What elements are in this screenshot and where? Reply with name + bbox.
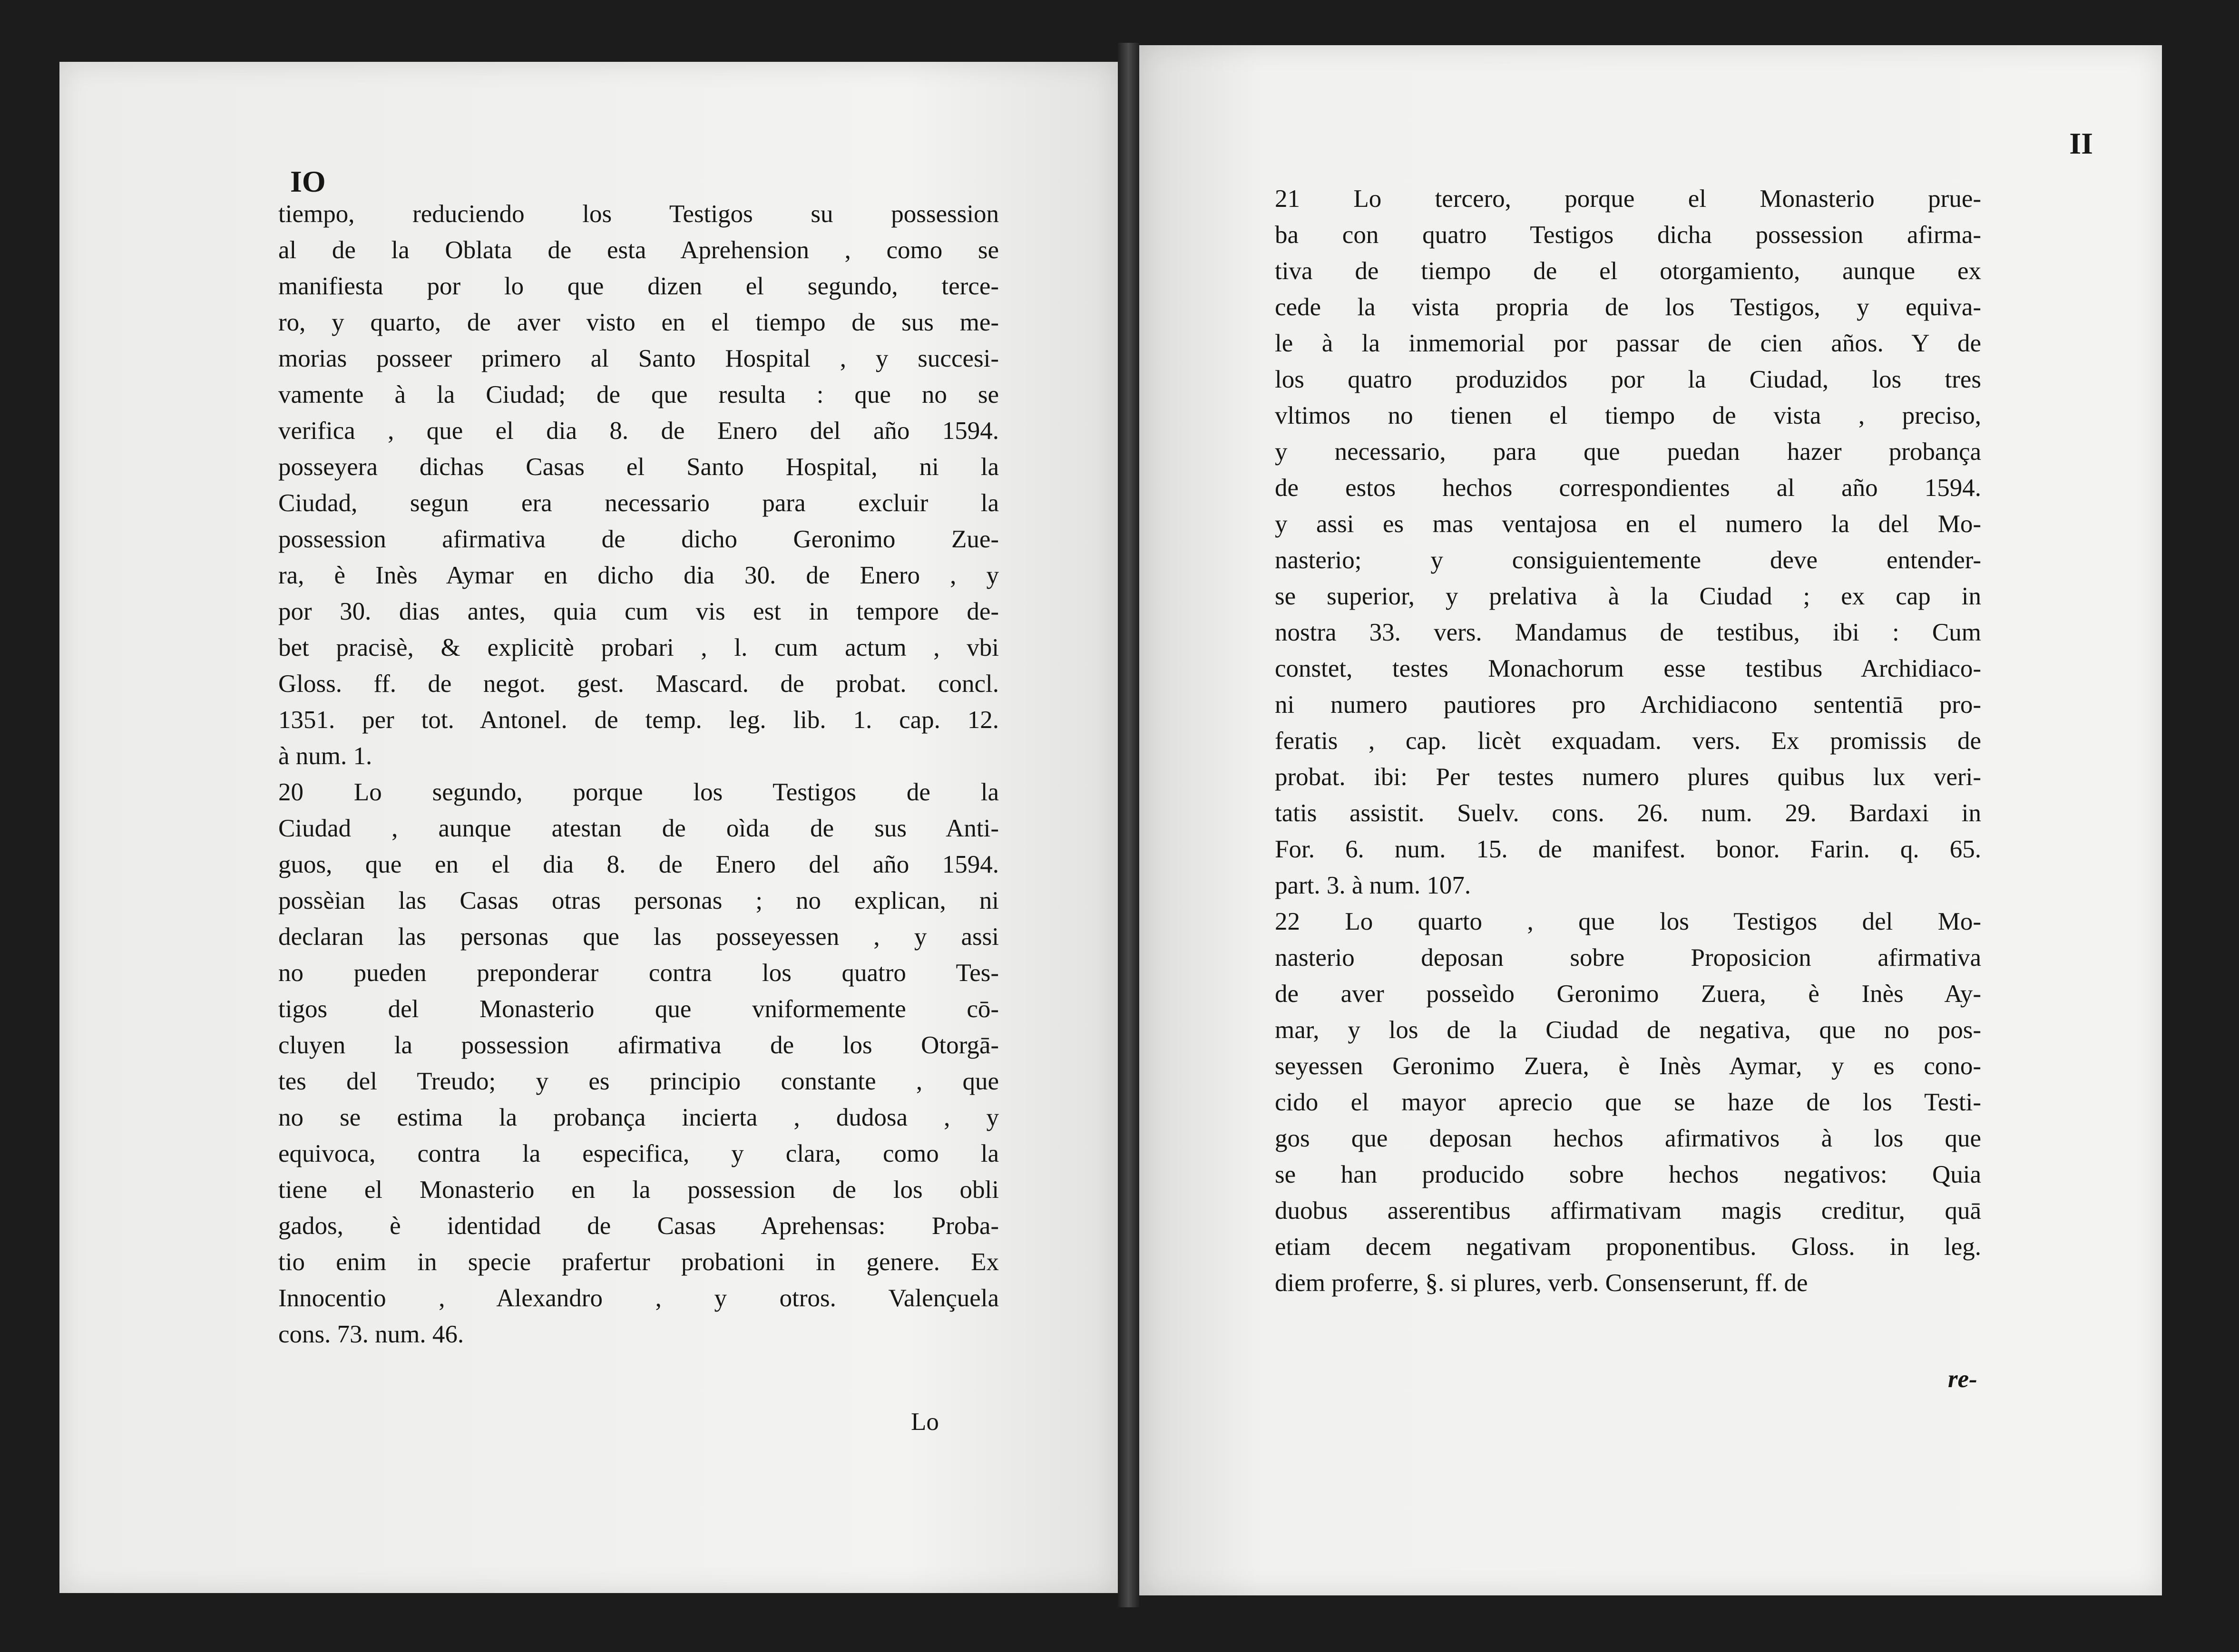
text-line: no pueden preponderar contra los quatro Tes- bbox=[278, 959, 999, 987]
text-line: tiene el Monasterio en la possession de los obli bbox=[278, 1176, 999, 1204]
text-line: gos que deposan hechos afirmativos à los que bbox=[1275, 1125, 1981, 1152]
text-line: no se estima la probança incierta , dudosa , y bbox=[278, 1104, 999, 1131]
text-line: ni numero pautiores pro Archidiacono sententiā pro- bbox=[1275, 691, 1981, 719]
text-line: nasterio deposan sobre Proposicion afirmativa bbox=[1275, 944, 1981, 972]
text-line: tio enim in specie prafertur probationi in genere. Ex bbox=[278, 1248, 999, 1276]
text-line: cluyen la possession afirmativa de los Otorgā- bbox=[278, 1031, 999, 1059]
text-line: se superior, y prelativa à la Ciudad ; ex cap in bbox=[1275, 583, 1981, 610]
text-line: cons. 73. num. 46. bbox=[278, 1321, 464, 1348]
page-body bbox=[1275, 181, 1981, 1301]
text-line: declaran las personas que las posseyessen , y assi bbox=[278, 923, 999, 951]
text-line: tiva de tiempo de el otorgamiento, aunque ex bbox=[1275, 257, 1981, 285]
text-line: por 30. dias antes, quia cum vis est in tempore de- bbox=[278, 598, 999, 625]
text-line: nostra 33. vers. Mandamus de testibus, ibi : Cum bbox=[1275, 619, 1981, 646]
right-page bbox=[1139, 45, 2162, 1595]
text-line: diem proferre, §. si plures, verb. Consenserunt, ff. de bbox=[1275, 1269, 1808, 1297]
text-line: Innocentio , Alexandro , y otros. Valençuela bbox=[278, 1284, 999, 1312]
text-line: 1351. per tot. Antonel. de temp. leg. lib. 1. cap. 12. bbox=[278, 706, 999, 734]
text-line: bet pracisè, & explicitè probari , l. cum actum , vbi bbox=[278, 634, 999, 661]
text-line: ro, y quarto, de aver visto en el tiempo de sus me- bbox=[278, 309, 999, 336]
text-line: le à la inmemorial por passar de cien años. Y de bbox=[1275, 330, 1981, 357]
text-line: feratis , cap. licèt exquadam. vers. Ex promissis de bbox=[1275, 727, 1981, 755]
text-line: morias posseer primero al Santo Hospital , y succesi- bbox=[278, 345, 999, 372]
text-line: tiempo, reduciendo los Testigos su possession bbox=[278, 200, 999, 228]
text-line: For. 6. num. 15. de manifest. bonor. Farin. q. 65. bbox=[1275, 836, 1981, 863]
text-line: equivoca, contra la especifica, y clara, como la bbox=[278, 1140, 999, 1167]
text-line: 21 Lo tercero, porque el Monasterio prue- bbox=[1275, 185, 1981, 213]
page-number: II bbox=[2069, 126, 2093, 160]
page-number: IO bbox=[290, 165, 326, 198]
text-line: Gloss. ff. de negot. gest. Mascard. de probat. concl. bbox=[278, 670, 999, 698]
text-line: manifiesta por lo que dizen el segundo, terce- bbox=[278, 272, 999, 300]
text-line: tes del Treudo; y es principio constante , que bbox=[278, 1068, 999, 1095]
text-line: etiam decem negativam proponentibus. Gloss. in leg. bbox=[1275, 1233, 1981, 1261]
text-line: vamente à la Ciudad; de que resulta : que no se bbox=[278, 381, 999, 408]
text-line: tatis assistit. Suelv. cons. 26. num. 29. Bardaxi in bbox=[1275, 799, 1981, 827]
text-line: guos, que en el dia 8. de Enero del año 1594. bbox=[278, 851, 999, 878]
text-line: nasterio; y consiguientemente deve entender- bbox=[1275, 546, 1981, 574]
text-line: de estos hechos correspondientes al año 1594. bbox=[1275, 474, 1981, 502]
text-line: seyessen Geronimo Zuera, è Inès Aymar, y es cono- bbox=[1275, 1052, 1981, 1080]
text-line: ra, è Inès Aymar en dicho dia 30. de Enero , y bbox=[278, 562, 999, 589]
text-line: possèian las Casas otras personas ; no explican, ni bbox=[278, 887, 999, 914]
text-line: mar, y los de la Ciudad de negativa, que no pos- bbox=[1275, 1016, 1981, 1044]
text-line: cido el mayor aprecio que se haze de los Testi- bbox=[1275, 1088, 1981, 1116]
text-line: duobus asserentibus affirmativam magis creditur, quā bbox=[1275, 1197, 1981, 1224]
text-line: à num. 1. bbox=[278, 742, 372, 770]
text-line: Ciudad , aunque atestan de oìda de sus Anti- bbox=[278, 815, 999, 842]
text-line: de aver posseìdo Geronimo Zuera, è Inès Ay- bbox=[1275, 980, 1981, 1008]
text-line: Ciudad, segun era necessario para excluir la bbox=[278, 489, 999, 517]
text-line: constet, testes Monachorum esse testibus Archidiaco- bbox=[1275, 655, 1981, 682]
text-line: vltimos no tienen el tiempo de vista , preciso, bbox=[1275, 402, 1981, 429]
text-line: 20 Lo segundo, porque los Testigos de la bbox=[278, 778, 999, 806]
catchword: re- bbox=[1948, 1365, 1977, 1393]
book-spine bbox=[1118, 43, 1139, 1607]
page-body bbox=[278, 196, 999, 1352]
text-line: possession afirmativa de dicho Geronimo Zue- bbox=[278, 525, 999, 553]
text-line: part. 3. à num. 107. bbox=[1275, 872, 1471, 899]
text-line: y necessario, para que puedan hazer probança bbox=[1275, 438, 1981, 466]
text-line: se han producido sobre hechos negativos: Quia bbox=[1275, 1161, 1981, 1188]
text-line: 22 Lo quarto , que los Testigos del Mo- bbox=[1275, 908, 1981, 935]
text-line: ba con quatro Testigos dicha possession afirma- bbox=[1275, 221, 1981, 249]
text-line: tigos del Monasterio que vniformemente cō- bbox=[278, 995, 999, 1023]
catchword: Lo bbox=[911, 1408, 939, 1436]
text-line: los quatro produzidos por la Ciudad, los tres bbox=[1275, 366, 1981, 393]
text-line: probat. ibi: Per testes numero plures quibus lux veri- bbox=[1275, 763, 1981, 791]
text-line: gados, è identidad de Casas Aprehensas: Proba- bbox=[278, 1212, 999, 1240]
text-line: verifica , que el dia 8. de Enero del año 1594. bbox=[278, 417, 999, 445]
text-line: cede la vista propria de los Testigos, y equiva- bbox=[1275, 293, 1981, 321]
text-line: al de la Oblata de esta Aprehension , como se bbox=[278, 236, 999, 264]
left-page bbox=[59, 62, 1118, 1593]
text-line: posseyera dichas Casas el Santo Hospital, ni la bbox=[278, 453, 999, 481]
text-line: y assi es mas ventajosa en el numero la del Mo- bbox=[1275, 510, 1981, 538]
